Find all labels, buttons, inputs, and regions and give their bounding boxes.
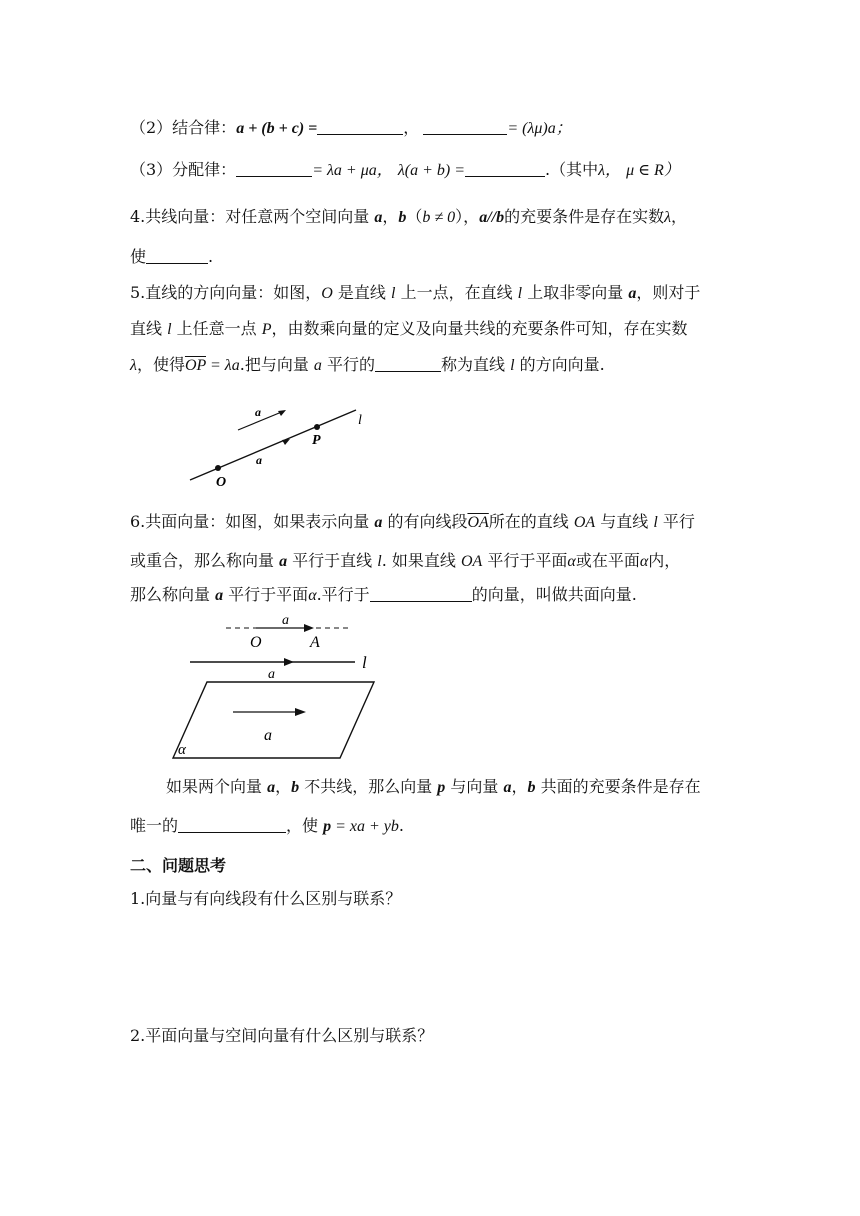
math: l <box>510 357 515 374</box>
vector-op: $\overline{OP}$ <box>184 357 206 374</box>
math: a <box>267 779 276 796</box>
text: 或重合，那么称向量 <box>130 551 280 570</box>
text: 直线 <box>130 319 168 338</box>
math: b <box>527 779 536 796</box>
text: .平行于 <box>316 585 370 604</box>
formula: λ， <box>598 162 622 179</box>
label-a-point: A <box>310 634 320 651</box>
text: ， <box>403 118 420 137</box>
formula: μ ∈ R） <box>626 162 680 179</box>
text: （2）结合律： <box>130 118 237 137</box>
label-l: l <box>358 413 362 428</box>
answer-blank[interactable] <box>178 816 286 833</box>
formula: a//b <box>479 209 505 226</box>
answer-blank[interactable] <box>236 160 312 177</box>
section-heading: 二、问题思考 <box>130 856 227 875</box>
text: 共面的充要条件是存在 <box>535 777 701 796</box>
point-o <box>215 465 221 471</box>
math: a <box>628 285 637 302</box>
text: 不共线，那么向量 <box>299 777 438 796</box>
line-collinear-cont <box>130 246 213 268</box>
label-a: a <box>268 667 275 682</box>
text: 上任意一点 <box>171 319 262 338</box>
line-coplanar-theorem <box>166 776 701 799</box>
math: λ <box>130 357 137 374</box>
math: a <box>374 514 383 531</box>
text: 的充要条件是存在实数 <box>504 207 665 226</box>
text: 平行于直线 <box>287 551 378 570</box>
text: ）， <box>455 207 480 226</box>
math: P <box>261 321 272 338</box>
label-o: O <box>216 475 227 488</box>
text: .把与向量 <box>239 355 314 374</box>
math: l <box>377 553 382 570</box>
math: a <box>313 357 322 374</box>
formula: λ <box>664 209 672 226</box>
text: ， <box>511 777 528 796</box>
text: ， <box>671 207 688 226</box>
answer-blank[interactable] <box>317 118 403 135</box>
label-a: a <box>282 613 289 628</box>
text: 是直线 <box>332 283 392 302</box>
line-coplanar <box>130 511 695 534</box>
question-2: 2.平面向量与空间向量有什么区别与联系？ <box>130 1026 434 1045</box>
math: b <box>291 779 300 796</box>
text: 的方向向量. <box>514 355 605 374</box>
math: a <box>279 553 288 570</box>
math: a <box>215 587 224 604</box>
label-p: P <box>312 433 321 448</box>
text: 内， <box>648 551 681 570</box>
text: 称为直线 <box>441 355 511 374</box>
formula: a <box>374 209 383 226</box>
label-a: a <box>264 727 272 744</box>
math: l <box>167 321 172 338</box>
text: 平行 <box>657 512 695 531</box>
text: . <box>208 247 214 266</box>
text: 与向量 <box>445 777 504 796</box>
plane-alpha <box>173 682 374 758</box>
text: .（其中 <box>545 160 599 179</box>
text: 或在平面 <box>575 551 640 570</box>
math: α <box>639 553 649 570</box>
line-coplanar-cont <box>130 550 680 573</box>
point-p <box>314 424 320 430</box>
label-o: O <box>250 634 262 651</box>
text: 6.共面向量：如图，如果表示向量 <box>130 512 375 531</box>
formula: b ≠ 0 <box>422 209 456 226</box>
math: α <box>308 587 317 604</box>
line-collinear <box>130 206 687 229</box>
text: ，则对于 <box>636 283 701 302</box>
math: α <box>567 553 576 570</box>
text: 平行于平面 <box>223 585 309 604</box>
formula: a + (b + c) = <box>236 120 318 137</box>
label-a: a <box>255 405 261 419</box>
line-distributive <box>130 159 680 182</box>
vector-oa: $\overline{OA}$ <box>467 514 489 531</box>
math: OA <box>573 514 596 531</box>
formula: = λa + μa， <box>312 162 393 179</box>
text: ，由数乘向量的定义及向量共线的充要条件可知，存在实数 <box>271 319 688 338</box>
math: = xa + yb <box>331 818 399 835</box>
math: a <box>503 779 512 796</box>
formula: = (λμ)a； <box>507 120 572 137</box>
text: 上一点，在直线 <box>395 283 518 302</box>
math: l <box>517 285 523 302</box>
answer-blank[interactable] <box>146 247 208 264</box>
math: l <box>391 285 396 302</box>
text: 4.共线向量：对任意两个空间向量 <box>130 207 375 226</box>
label-l: l <box>362 653 367 672</box>
answer-blank[interactable] <box>423 118 507 135</box>
label-alpha: α <box>178 742 186 758</box>
math: O <box>321 285 333 302</box>
text: . <box>398 816 404 835</box>
answer-blank[interactable] <box>370 585 472 602</box>
text: （ <box>406 207 423 226</box>
question-1: 1.向量与有向线段有什么区别与联系？ <box>130 889 402 908</box>
text: 平行的 <box>321 355 376 374</box>
formula: λ(a + b) = <box>397 162 466 179</box>
text: 使 <box>130 247 147 266</box>
line-coplanar-def <box>130 584 637 607</box>
math: p <box>437 779 446 796</box>
text: 那么称向量 <box>130 585 216 604</box>
text: 唯一的 <box>130 816 179 835</box>
text: 与直线 <box>595 512 654 531</box>
text: 上取非零向量 <box>522 283 629 302</box>
label-a: a <box>256 453 262 467</box>
math: OA <box>461 553 483 570</box>
text: ， <box>382 207 399 226</box>
text: 的向量，叫做共面向量. <box>471 585 637 604</box>
math: p <box>323 818 332 835</box>
line-direction-vector-def <box>130 354 605 377</box>
text: 的有向线段 <box>382 512 468 531</box>
text: 所在的直线 <box>488 512 574 531</box>
line-associative <box>130 117 572 140</box>
text: 5.直线的方向向量：如图， <box>130 283 322 302</box>
line-direction-vector <box>130 282 700 305</box>
text: . 如果直线 <box>381 551 461 570</box>
math: = λa <box>206 357 240 374</box>
text: ， <box>275 777 292 796</box>
answer-blank[interactable] <box>465 160 545 177</box>
text: ，使 <box>286 816 324 835</box>
text: （3）分配律： <box>130 160 237 179</box>
line-direction-vector-cont <box>130 318 688 341</box>
figure-coplanar <box>170 612 390 772</box>
text: ，使得 <box>136 355 185 374</box>
text: 如果两个向量 <box>166 777 268 796</box>
text: 平行于平面 <box>482 551 568 570</box>
math: l <box>653 514 658 531</box>
line-coplanar-theorem-cont <box>130 815 404 838</box>
formula: b <box>398 209 407 226</box>
figure-direction-vector <box>180 398 380 488</box>
answer-blank[interactable] <box>375 355 441 372</box>
